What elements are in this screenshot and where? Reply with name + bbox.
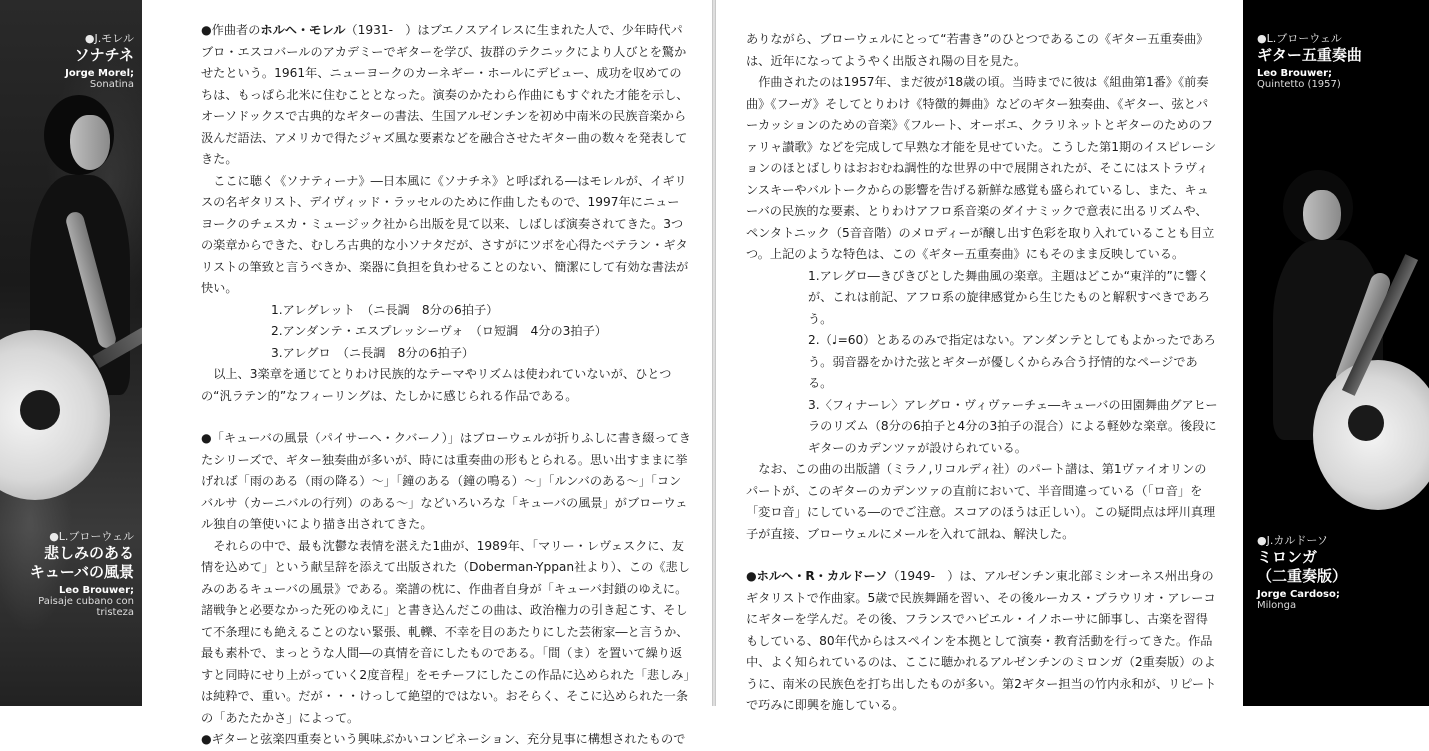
composer-name: ホルヘ・モレル <box>260 23 346 37</box>
paragraph-text: （1949- ）は、アルゼンチン東北部ミシオーネス州出身のギタリストで作曲家。5歳で民族舞踊を習い、その後ルーカス・ブラウリオ・アレーコにギターを学んだ。その後、フランスでハビエル・イノホーサに師事し、古楽を習得もしている、80年代からはスペインを本拠として演奏・教育活動を行ってきた。作品中、よく知られているのは、ここに聴かれるアルゼンチンのミロンガ（2重奏版）のように、南米の民族色を打ち出したものが多い。第2ギター担当の竹内永和が、リピートで巧みに即興を施している。 <box>746 569 1217 712</box>
caption-composer: ●J.カルドーソ <box>1257 534 1328 547</box>
caption-composer: ●L.ブローウェル <box>49 530 134 543</box>
movement-item: 2.アンダンテ・エスプレッシーヴォ （ロ短調 4分の3拍子） <box>271 324 607 338</box>
paragraph-quintet-history: 作曲されたのは1957年、まだ彼が18歳の頃。当時までに彼は《組曲第1番》《前奏曲》《フーガ》そしてとりわけ《特徴的舞曲》などのギター独奏曲、《ギター、弦とパーカッションのための音楽》《フルート、オーボエ、クラリネットとギターのためのファリャ讃歌》などを完成して早熟な才能を見せていた。こうした第1期のイスピレーションのほとばしりはおおむね調性的な世界の中で展開されたが、そこにはストラヴィンスキーやバルトークからの影響を告げる新鮮な感覚も盛られているし、また、キューバの民族的な要素、とりわけアフロ系音楽のダイナミックで意表に出るリズムや、ペンタトニック（5音音階）のメロディーが醸し出す色彩を取り入れていることも目立つ。上記のような特色は、この《ギター五重奏曲》にもそのまま反映している。 <box>746 75 1217 261</box>
caption-title-en-line1: Paisaje cubano con <box>38 596 134 607</box>
paragraph-paisaje-series: ●「キューバの風景（パイサーヘ・クバーノ）」はブローウェルが折りふしに書き綴ってきたシリーズで、ギター独奏曲が多いが、時には重奏曲の形もとられる。思い出すままに挙げれば「雨のある（雨の降る）～」「鐘のある（鐘の鳴る）～」「ルンバのある～」「コンバルサ（カーニバルの行列）のある～」などいろいろな「キューバの風景」がブローウェル独自の筆使いにより描き出されてきた。 <box>201 431 691 531</box>
caption-composer: ●J.モレル <box>84 32 134 45</box>
caption-title-line1: ミロンガ <box>1257 548 1318 566</box>
left-text-column <box>201 20 691 751</box>
bullet-text: ●作曲者の <box>201 23 261 37</box>
right-text-column <box>746 29 1218 717</box>
movement-item: 3.アレグロ （ニ長調 8分の6拍子） <box>271 345 475 360</box>
page-fold <box>712 0 716 706</box>
movement-item: 1.アレグロ―きびきびとした舞曲風の楽章。主題はどこか“東洋的”に響くが、これは前記、アフロ系の旋律感覚から生じたものと解釈すべきであろう。 <box>808 268 1210 326</box>
caption-title-line2: キューバの風景 <box>29 563 134 581</box>
caption-title: ソナチネ <box>74 46 134 64</box>
caption-composer-en: Jorge Cardoso; <box>1257 589 1340 600</box>
paragraph-quintet-intro: ●ギターと弦楽四重奏という興味ぶかいコンビネーション、充分見事に構想されたもので <box>201 732 686 746</box>
caption-composer-en: Leo Brouwer; <box>59 585 134 596</box>
caption-paisaje <box>0 528 134 618</box>
paragraph-text: （1931- ）はブエノスアイレスに生まれた人で、少年時代パブロ・エスコバールのアカデミーでギターを学び、抜群のテクニックにより人びとを驚かせたという。1961年、ニューヨークのカーネギー・ホールにデビュー、成功を収めてのちは、もっぱら北米に住むこととなった。演奏のかたわら作曲にもすぐれた才能を示し、オーソドックスで古典的なギターの書法、生国アルゼンチンを初め中南米の民族音楽から汲んだ語法、アメリカで得たジャズ風な要素などを融合させたギター曲の数々を発表してきた。 <box>201 23 689 166</box>
caption-quintetto <box>1257 30 1417 90</box>
caption-title-en: Milonga <box>1257 600 1297 611</box>
movement-item: 1.アレグレット （ニ長調 8分の6拍子） <box>271 302 499 317</box>
caption-composer-en: Leo Brouwer; <box>1257 68 1332 79</box>
movement-item: 3.〈フィナーレ〉アレグロ・ヴィヴァーチェ―キューバの田園舞曲グアヒーラのリズム（8分の6拍子と4分の3拍子の混合）による軽妙な楽章。後段にギターのカデンツァが設けられている。 <box>808 397 1218 455</box>
caption-composer-en: Jorge Morel; <box>65 68 134 79</box>
caption-title: ギター五重奏曲 <box>1257 46 1362 64</box>
caption-title-line1: 悲しみのある <box>43 544 134 562</box>
caption-title-line2: （二重奏版） <box>1257 567 1348 585</box>
caption-title-en: Quintetto (1957) <box>1257 79 1341 90</box>
bullet-text: ● <box>746 569 757 583</box>
caption-milonga <box>1257 532 1417 611</box>
right-photo-strip <box>1243 0 1429 706</box>
caption-title-en-line2: tristeza <box>96 607 134 618</box>
paragraph-cardoso-bio <box>746 566 1218 717</box>
paragraph-quintet-cont: ありながら、ブローウェルにとって“若書き”のひとつであるこの《ギター五重奏曲》は、近年になってようやく出版され陽の目を見た。 <box>746 32 1209 68</box>
guitarist-photo-right <box>1243 150 1429 530</box>
composer-name: ホルヘ・R・カルドーソ <box>756 569 888 583</box>
paragraph-morel-bio <box>201 20 691 171</box>
caption-title-en: Sonatina <box>89 79 134 90</box>
spacer <box>746 545 1218 566</box>
caption-sonatina <box>4 30 134 90</box>
left-photo-strip <box>0 0 142 706</box>
paragraph-sonatina: ここに聴く《ソナティーナ》―日本風に《ソナチネ》と呼ばれる―はモレルが、イギリスの名ギタリスト、デイヴィッド・ラッセルのために作曲したもので、1997年にニューヨークのチェスカ・ミュージック社から出版を見て以来、しばしば演奏されてきた。3つの楽章からできた、むしろ古典的な小ソナタだが、さすがにツボを心得たベテラン・ギタリストの筆致と言うべきか、楽器に負担を負わせることのない、簡潔にして有効な書法が快い。 <box>201 173 689 295</box>
caption-composer: ●L.ブローウェル <box>1257 32 1342 45</box>
spacer <box>201 407 691 428</box>
paragraph-score-note: なお、この曲の出版譜（ミラノ,リコルディ社）のパート譜は、第1ヴァイオリンのパートが、このギターのカデンツァの直前において、半音間違っている（「ロ音」を「変ロ音」にしている―のでご注意。スコアのほうは正しい）。この疑問点は坪川真理子が直接、ブローウェルにメールを入れて訊ね、解決した。 <box>746 462 1216 541</box>
movement-item: 2.（♩=60）とあるのみで指定はない。アンダンテとしてもよかったであろう。弱音器をかけた弦とギターが優しくからみ合う抒情的なページである。 <box>808 333 1216 390</box>
paragraph-paisaje-tristeza: それらの中で、最も沈鬱な表情を湛えた1曲が、1989年、「マリー・レヴェスクに、友情を込めて」という献呈辞を添えて出版された（Doberman-Yppan社より）、この《悲しみのあるキューバの風景》である。楽譜の枕に、作曲者自身が「キューバ封鎖のゆえに。諸戦争と必要なかった死のゆえに」と書き込んだこの曲は、政治権力の引き起こす、そして不条理にも絶えることのない緊張、軋轢、不幸を目のあたりにした芸術家―と言うか、最も素朴で、まっとうな人間―の真情を音にしたものである。「間（ま）を置いて繰り返すと同時にせり上がっていく2度音程」をモチーフにしたこの作品に込められた「悲しみ」は純粋で、重い。だが・・・けっして絶望的ではない。おそらく、そこに込められた一条の「あたたかさ」によって。 <box>201 538 690 725</box>
paragraph-sonatina-summary: 以上、3楽章を通じてとりわけ民族的なテーマやリズムは使われていないが、ひとつの“汎ラテン的”なフィーリングは、たしかに感じられる作品である。 <box>201 367 672 403</box>
